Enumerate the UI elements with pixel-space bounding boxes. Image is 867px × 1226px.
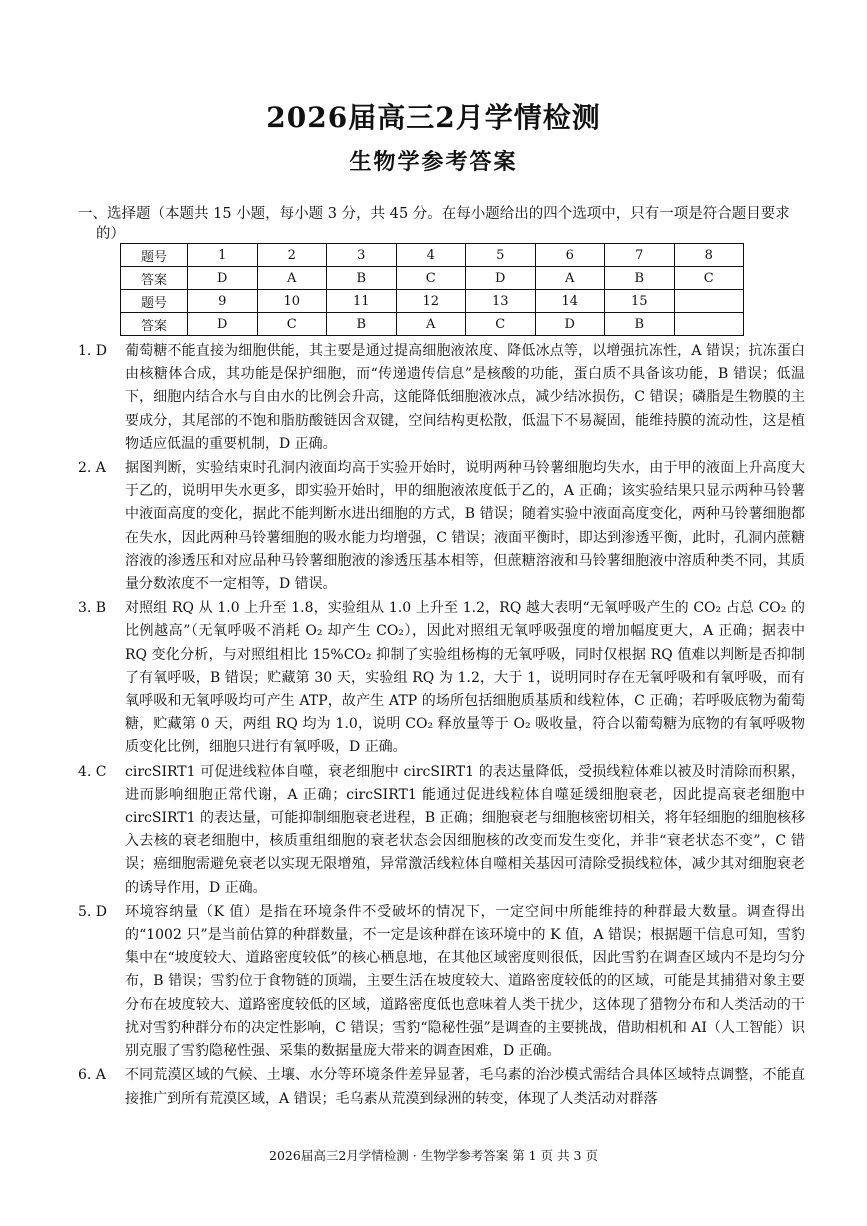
table-cell — [674, 290, 744, 313]
answer-number: 6. A — [78, 1067, 106, 1084]
table-cell: 15 — [605, 290, 675, 313]
table-cell — [674, 313, 744, 336]
list-item — [78, 1064, 805, 1110]
table-cell: 8 — [674, 244, 744, 267]
answer-number: 3. B — [78, 600, 107, 617]
table-row — [121, 267, 744, 290]
table-cell: 2 — [257, 244, 327, 267]
list-item — [78, 761, 805, 900]
page-title: 2026届高三2月学情检测 — [266, 101, 601, 134]
section-heading — [78, 204, 805, 244]
table-cell: 10 — [257, 290, 327, 313]
table-cell: 5 — [466, 244, 536, 267]
answer-number: 1. D — [78, 343, 108, 359]
table-row — [121, 313, 744, 336]
answer-text: 环境容纳量（K 值）是指在环境条件不受破坏的情况下，一定空间中所能维持的种群最大数量。调查得出的“1002 只”是当前估算的种群数量，不一定是该种群在该环境中的 K 值，A 错误；根据题干信息可知，雪豹集中在“坡度较大、道路密度较低”的核心栖息地，在其他区域密度则很低，因此雪豹在调查区域内不是均匀分布，B 错误；雪豹位于食物链的顶端，主要生活在坡度较大、道路密度较低的的区域，可能是其捕猎对象主要分布在坡度较大、道路密度较低的区域，道路密度低也意味着人类干扰少，这体现了猎物分布和人类活动的干扰对雪豹种群分布的决定性影响，C 错误；雪豹“隐秘性强”是调查的主要挑战，借助相机和 AI（人工智能）识别克服了雪豹隐秘性强、采集的数据量庞大带来的调查困难，D 正确。 — [125, 903, 805, 1060]
list-item — [78, 340, 805, 456]
table-row — [121, 290, 744, 313]
answer-key-table — [120, 243, 744, 336]
answer-number: 2. A — [78, 460, 106, 477]
table-cell: A — [396, 313, 466, 336]
list-item — [78, 901, 805, 1063]
table-row-label: 答案 — [121, 267, 188, 290]
table-cell: 9 — [188, 290, 258, 313]
answer-text: circSIRT1 可促进线粒体自噬，衰老细胞中 circSIRT1 的表达量降低，受损线粒体难以被及时清除而积累，进而影响细胞正常代谢，A 正确；circSIRT1 能通过促进线粒体自噬延缓细胞衰老，因此提高衰老细胞中 circSIRT1 的表达量，可能抑制细胞衰老进程，B 正确；细胞衰老与细胞核密切相关，将年轻细胞的细胞核移入去核的衰老细胞中，核质重组细胞的衰老状态会因细胞核的改变而发生变化，并非“衰老状态不变”，C 错误；癌细胞需避免衰老以实现无限增殖，异常激活线粒体自噬相关基因可清除受损线粒体，减少其对细胞衰老的诱导作用，D 正确。 — [125, 763, 805, 896]
table-cell: A — [257, 267, 327, 290]
table-cell: 1 — [188, 244, 258, 267]
table-cell: B — [605, 313, 675, 336]
answer-text: 葡萄糖不能直接为细胞供能，其主要是通过提高细胞液浓度、降低冰点等，以增强抗冻性，A 错误；抗冻蛋白由核糖体合成，其功能是保护细胞，而“传递遗传信息”是核酸的功能，蛋白质不具备该功能，B 错误；低温下，细胞内结合水与自由水的比例会升高，这能降低细胞液冰点，减少结冰损伤，C 错误；磷脂是生物膜的主要成分，其尾部的不饱和脂肪酸链因含双键，空间结构更松散，低温下不易凝固，能维持膜的流动性，这是植物适应低温的重要机制，D 正确。 — [125, 343, 805, 452]
table-cell: D — [188, 267, 258, 290]
table-cell: 7 — [605, 244, 675, 267]
list-item — [78, 597, 805, 759]
table-cell: D — [535, 313, 605, 336]
table-cell: 12 — [396, 290, 466, 313]
answer-text: 据图判断，实验结束时孔洞内液面均高于实验开始时，说明两种马铃薯细胞均失水，由于甲的液面上升高度大于乙的，说明甲失水更多，即实验开始时，甲的细胞液浓度低于乙的，A 正确；该实验结果只显示两种马铃薯中液面高度的变化，据此不能判断水进出细胞的方式，B 错误；随着实验中液面高度变化，两种马铃薯细胞都在失水，因此两种马铃薯细胞的吸水能力均增强，C 错误；液面平衡时，即达到渗透平衡，此时，孔洞内蔗糖溶液的渗透压和对应品种马铃薯细胞液的渗透压基本相等，但蔗糖溶液和马铃薯细胞液中溶质种类不同，其质量分数浓度不一定相等，D 错误。 — [125, 460, 805, 593]
table-row-label: 答案 — [121, 313, 188, 336]
answer-text: 对照组 RQ 从 1.0 上升至 1.8，实验组从 1.0 上升至 1.2，RQ 越大表明“无氧呼吸产生的 CO₂ 占总 CO₂ 的比例越高”（无氧呼吸不消耗 O₂ 却产生 CO₂），因此对照组无氧呼吸强度的增加幅度更大，A 正确；据表中 RQ 变化分析，与对照组相比 15%CO₂ 抑制了实验组杨梅的无氧呼吸，同时仅根据 RQ 值难以判断是否抑制了有氧呼吸，B 错误；贮藏第 30 天，实验组 RQ 为 1.2，大于 1，说明同时存在无氧呼吸和有氧呼吸，而有氧呼吸和无氧呼吸均可产生 ATP，故产生 ATP 的场所包括细胞质基质和线粒体，C 正确；若呼吸底物为葡萄糖，贮藏第 0 天，两组 RQ 均为 1.0，说明 CO₂ 释放量等于 O₂ 吸收量，符合以葡萄糖为底物的有氧呼吸物质变化比例，细胞只进行有氧呼吸，D 正确。 — [125, 600, 805, 756]
page-subtitle: 生物学参考答案 — [349, 149, 518, 175]
table-cell: B — [327, 267, 397, 290]
answer-text: 不同荒漠区域的气候、土壤、水分等环境条件差异显著，毛乌素的治沙模式需结合具体区域特点调整，不能直接推广到所有荒漠区域，A 错误；毛乌素从荒漠到绿洲的转变，体现了人类活动对群落 — [125, 1067, 805, 1107]
section-heading-text: 一、选择题（本题共 15 小题，每小题 3 分，共 45 分。在每小题给出的四个选项中，只有一项是符合题目要求的） — [78, 206, 790, 242]
answer-number: 4. C — [78, 763, 107, 780]
answer-explanations — [78, 340, 805, 1112]
table-cell: 6 — [535, 244, 605, 267]
answer-number: 5. D — [78, 903, 108, 920]
table-row-label: 题号 — [121, 290, 188, 313]
table-cell: D — [188, 313, 258, 336]
table-cell: 11 — [327, 290, 397, 313]
table-cell: D — [466, 267, 536, 290]
table-cell: B — [327, 313, 397, 336]
table-cell: C — [396, 267, 466, 290]
table-cell: C — [257, 313, 327, 336]
table-cell: B — [605, 267, 675, 290]
table-cell: C — [466, 313, 536, 336]
table-cell: C — [674, 267, 744, 290]
table-cell: 3 — [327, 244, 397, 267]
list-item — [78, 457, 805, 596]
table-cell: 13 — [466, 290, 536, 313]
table-cell: A — [535, 267, 605, 290]
table-row-label: 题号 — [121, 244, 188, 267]
table-row — [121, 244, 744, 267]
table-cell: 14 — [535, 290, 605, 313]
page-footer: 2026届高三2月学情检测 · 生物学参考答案 第 1 页 共 3 页 — [269, 1148, 598, 1163]
table-cell: 4 — [396, 244, 466, 267]
